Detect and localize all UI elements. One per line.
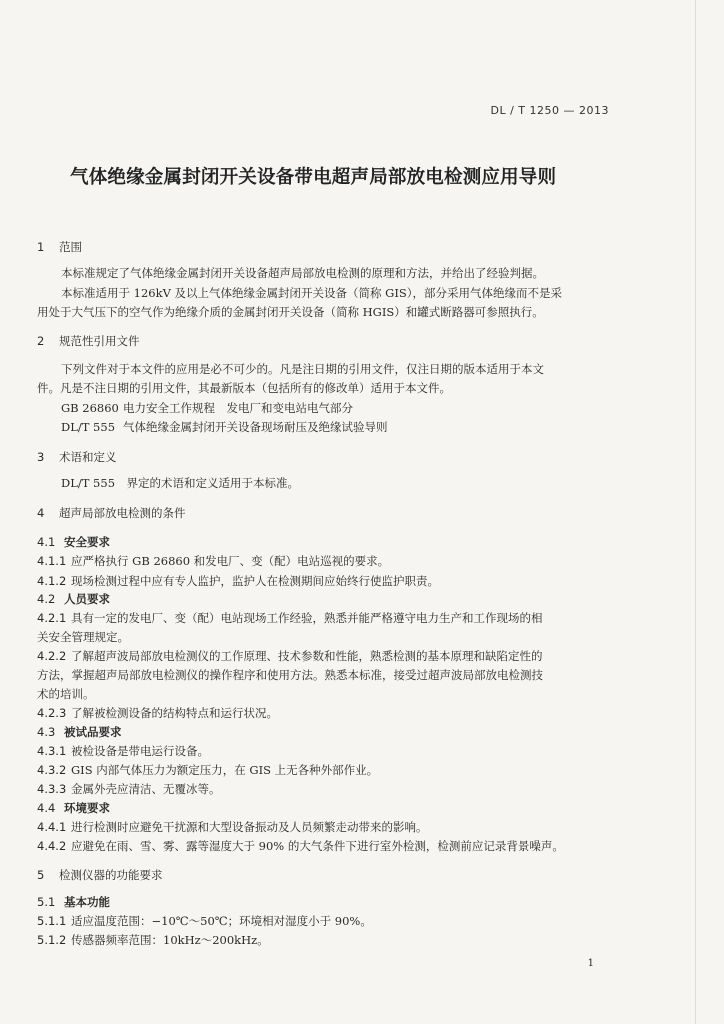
page-edge	[695, 0, 696, 1024]
section-4-1-heading: 4.1 安全要求	[37, 535, 110, 549]
item-4-2-2: 4.2.2 了解超声波局部放电检测仪的工作原理、技术参数和性能，熟悉检测的基本原理和缺陷定性的	[37, 649, 543, 663]
section-4-heading: 4 超声局部放电检测的条件	[37, 506, 186, 520]
section-4-2-heading: 4.2 人员要求	[37, 592, 110, 606]
item-4-4-1: 4.4.1 进行检测时应避免干扰源和大型设备振动及人员频繁走动带来的影响。	[37, 820, 428, 834]
reference-gb-26860: GB 26860 电力安全工作规程 发电厂和变电站电气部分	[61, 401, 353, 415]
item-4-2-2-cont-1: 方法，掌握超声局部放电检测仪的操作程序和使用方法。熟悉本标准，接受过超声波局部放电检测技	[37, 668, 543, 682]
standard-code: DL / T 1250 — 2013	[490, 104, 609, 117]
section-2-heading: 2 规范性引用文件	[37, 334, 140, 348]
section-4-4-heading: 4.4 环境要求	[37, 801, 110, 815]
item-4-3-1: 4.3.1 被检设备是带电运行设备。	[37, 744, 209, 758]
item-4-1-2: 4.1.2 现场检测过程中应有专人监护，监护人在检测期间应始终行使监护职责。	[37, 574, 439, 588]
section-2-para-1-cont: 件。凡是不注日期的引用文件，其最新版本（包括所有的修改单）适用于本文件。	[37, 381, 451, 395]
item-4-4-2: 4.4.2 应避免在雨、雪、雾、露等湿度大于 90% 的大气条件下进行室外检测，检测前应记录背景噪声。	[37, 839, 564, 853]
item-4-3-2: 4.3.2 GIS 内部气体压力为额定压力，在 GIS 上无各种外部作业。	[37, 763, 379, 777]
section-3-para-1: DL/T 555 界定的术语和定义适用于本标准。	[61, 476, 300, 490]
item-4-2-1: 4.2.1 具有一定的发电厂、变（配）电站现场工作经验，熟悉并能严格遵守电力生产和工作现场的相	[37, 611, 543, 625]
section-1-para-1: 本标准规定了气体绝缘金属封闭开关设备超声局部放电检测的原理和方法，并给出了经验判据。	[61, 266, 544, 280]
reference-dl-t-555: DL/T 555 气体绝缘金属封闭开关设备现场耐压及绝缘试验导则	[61, 420, 388, 434]
section-5-1-heading: 5.1 基本功能	[37, 895, 110, 909]
section-3-heading: 3 术语和定义	[37, 450, 117, 464]
item-5-1-2: 5.1.2 传感器频率范围：10kHz～200kHz。	[37, 933, 269, 947]
document-title: 气体绝缘金属封闭开关设备带电超声局部放电检测应用导则	[70, 167, 557, 188]
section-1-heading: 1 范围	[37, 240, 82, 254]
item-4-1-1: 4.1.1 应严格执行 GB 26860 和发电厂、变（配）电站巡视的要求。	[37, 554, 390, 568]
section-1-para-2-cont: 用处于大气压下的空气作为绝缘介质的金属封闭开关设备（简称 HGIS）和罐式断路器可参照执行。	[37, 305, 544, 319]
section-5-heading: 5 检测仪器的功能要求	[37, 868, 163, 882]
section-1-para-2: 本标准适用于 126kV 及以上气体绝缘金属封闭开关设备（简称 GIS），部分采用气体绝缘而不是采	[61, 286, 563, 300]
item-4-2-3: 4.2.3 了解被检测设备的结构特点和运行状况。	[37, 706, 278, 720]
item-4-2-2-cont-2: 术的培训。	[37, 687, 95, 701]
item-5-1-1: 5.1.1 适应温度范围：−10℃～50℃；环境相对湿度小于 90%。	[37, 914, 372, 928]
item-4-2-1-cont: 关安全管理规定。	[37, 630, 129, 644]
page-number: 1	[587, 958, 594, 969]
section-2-para-1: 下列文件对于本文件的应用是必不可少的。凡是注日期的引用文件，仅注日期的版本适用于本文	[61, 362, 544, 376]
item-4-3-3: 4.3.3 金属外壳应清洁、无覆冰等。	[37, 782, 221, 796]
section-4-3-heading: 4.3 被试品要求	[37, 725, 122, 739]
